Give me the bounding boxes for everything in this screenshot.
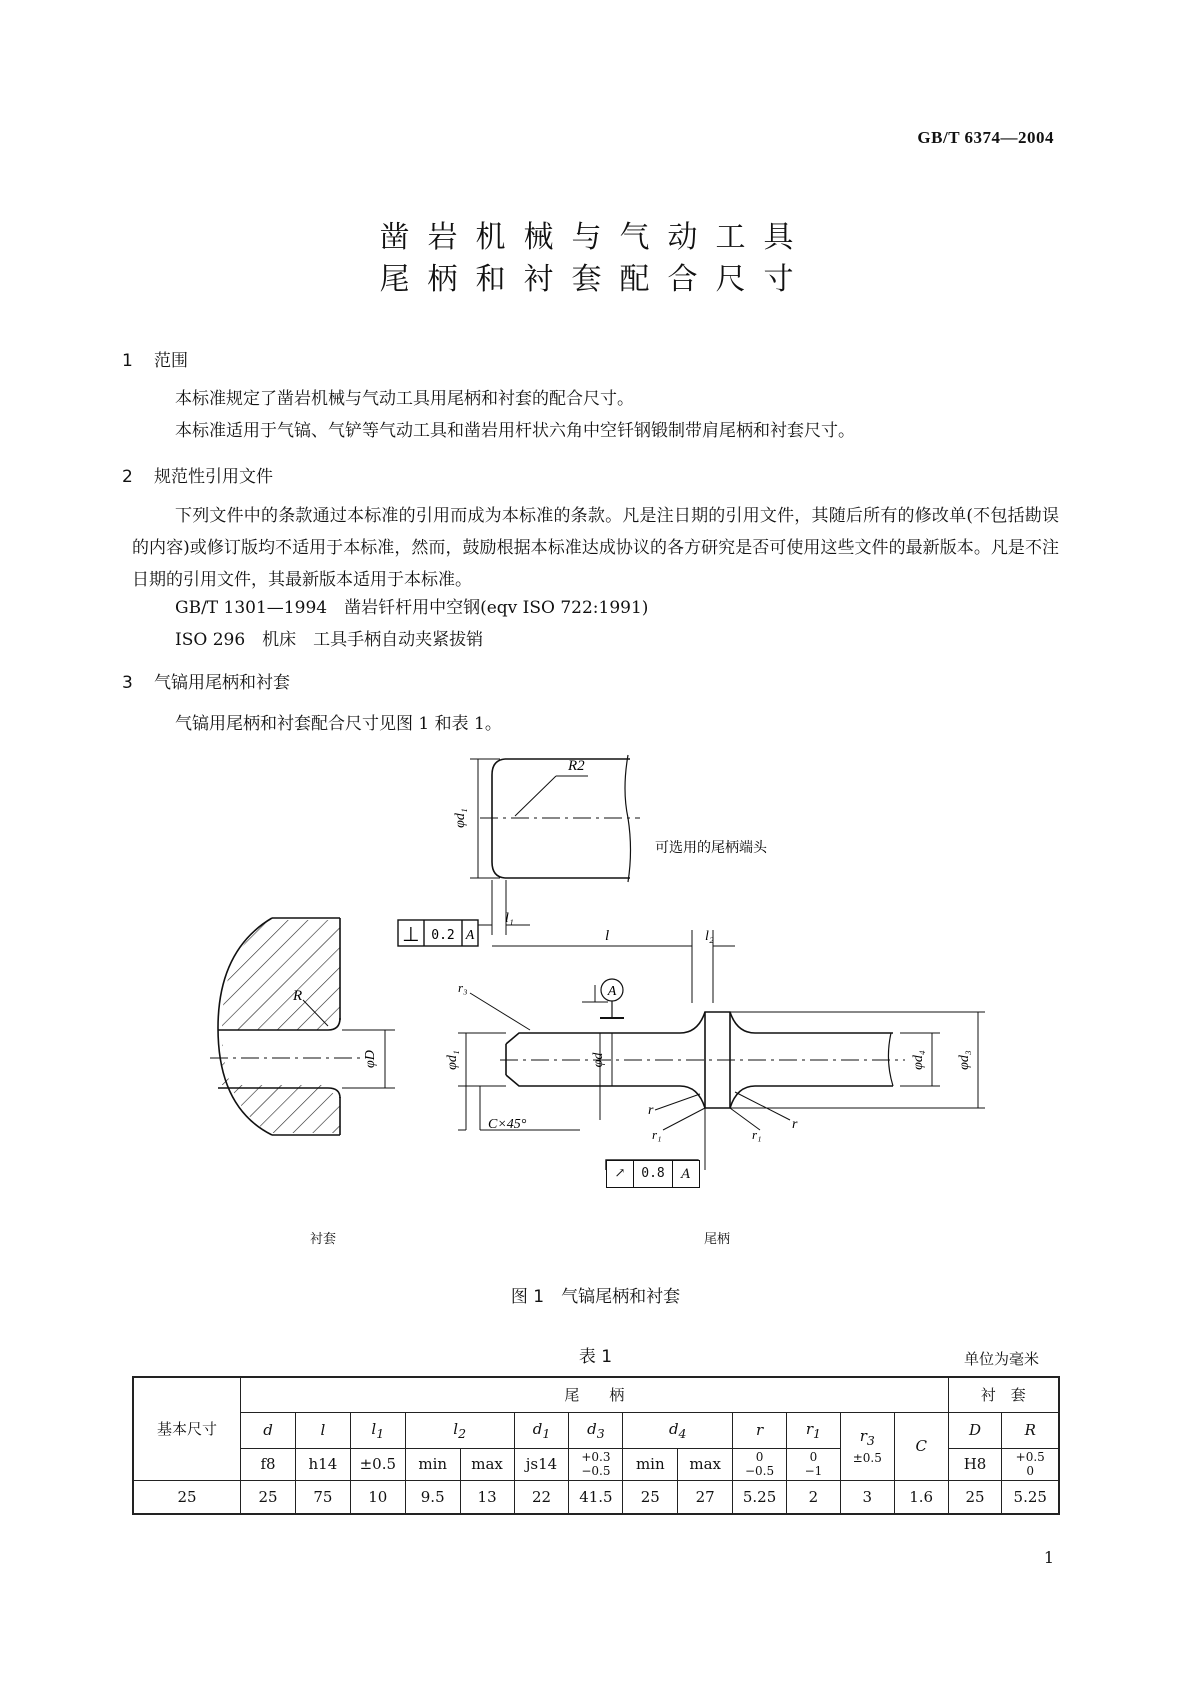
- section-2-heading: [122, 462, 273, 487]
- tol-d4-max: max: [678, 1448, 733, 1480]
- label-shank: 尾柄: [704, 1232, 731, 1247]
- dim-phid3: φd₃: [957, 1050, 972, 1070]
- cell-C: 1.6: [894, 1480, 948, 1514]
- table-row: [133, 1480, 1059, 1514]
- dim-r3: r₃: [458, 980, 468, 995]
- col-d4: $d_4$: [623, 1412, 733, 1448]
- cell-basic-size: 25: [133, 1480, 241, 1514]
- col-l1: $l_1$: [350, 1412, 405, 1448]
- tol-R: +0.5 0: [1002, 1448, 1059, 1480]
- tol-perp-value: 0.2: [431, 928, 455, 943]
- figure-1-drawing: [0, 740, 1191, 1170]
- col-l2: $l_2$: [405, 1412, 514, 1448]
- cell-D: 25: [948, 1480, 1002, 1514]
- standard-number: GB/T 6374—2004: [917, 128, 1054, 147]
- dim-R2: R2: [568, 758, 585, 774]
- dim-R-bushing: R: [293, 988, 303, 1004]
- dim-r-right: r: [792, 1117, 798, 1132]
- col-d3: $d_3$: [569, 1412, 623, 1448]
- dimensions-table: [132, 1376, 1060, 1515]
- section-1-para-2: 本标准适用于气镐、气铲等气动工具和凿岩用杆状六角中空钎钢锻制带肩尾柄和衬套尺寸。: [175, 421, 855, 441]
- section-3-heading: [122, 668, 290, 693]
- dim-phid: φd: [591, 1052, 606, 1068]
- section-2-para-1: 下列文件中的条款通过本标准的引用而成为本标准的条款。凡是注日期的引用文件，其随后所有的修改单(不包括勘误的内容)或修订版均不适用于本标准，然而，鼓励根据本标准达成协议的各方研究是否可使用这些文件的最新版本。凡是不注日期的引用文件，其最新版本适用于本标准。: [132, 506, 1059, 590]
- col-D: D: [948, 1412, 1002, 1448]
- tol-d: f8: [241, 1448, 296, 1480]
- col-R: R: [1002, 1412, 1059, 1448]
- runout-icon: ↗: [607, 1161, 634, 1187]
- tol-perp-datum: A: [465, 928, 475, 943]
- cell-r3: 3: [840, 1480, 894, 1514]
- cell-l: 75: [295, 1480, 350, 1514]
- dim-r1-right: r₁: [752, 1127, 762, 1142]
- cell-d1: 22: [514, 1480, 569, 1514]
- col-d: d: [241, 1412, 296, 1448]
- tol-d3: +0.3 −0.5: [569, 1448, 623, 1480]
- tol-l1: ±0.5: [350, 1448, 405, 1480]
- tol-r1: 0 −1: [787, 1448, 841, 1480]
- label-optional-end: 可选用的尾柄端头: [655, 840, 767, 856]
- table-caption: 表 1: [578, 1347, 613, 1367]
- header-group-shank: 尾 柄: [241, 1377, 949, 1412]
- tol-d4-min: min: [623, 1448, 678, 1480]
- dim-r-left: r: [648, 1103, 654, 1118]
- dim-l2: l₂: [705, 929, 714, 944]
- cell-r: 5.25: [733, 1480, 787, 1514]
- cell-l2-max: 13: [460, 1480, 514, 1514]
- cell-l2-min: 9.5: [405, 1480, 460, 1514]
- cell-d4-min: 25: [623, 1480, 678, 1514]
- reference-1: GB/T 1301—1994 凿岩钎杆用中空钢(eqv ISO 722:1991): [175, 598, 649, 618]
- section-1-title: 范围: [154, 351, 188, 371]
- dim-phiD: φD: [363, 1050, 378, 1068]
- tol-perp-symbol: ⊥: [402, 922, 420, 946]
- dim-r1-left: r₁: [652, 1127, 662, 1142]
- col-C: C: [894, 1412, 948, 1480]
- figure-caption: 图 1 气镐尾柄和衬套: [510, 1287, 681, 1307]
- dim-l1-top: l₁: [505, 911, 514, 926]
- dim-chamfer: C×45°: [488, 1117, 527, 1132]
- title-line-1: 凿岩机械与气动工具: [379, 220, 812, 255]
- cell-d3: 41.5: [569, 1480, 623, 1514]
- col-d1: $d_1$: [514, 1412, 569, 1448]
- section-1-number: 1: [122, 351, 133, 371]
- col-r: r: [733, 1412, 787, 1448]
- cell-l1: 10: [350, 1480, 405, 1514]
- header-basic-size: 基本尺寸: [133, 1377, 241, 1480]
- label-bushing: 衬套: [310, 1232, 337, 1247]
- tol-runout-value: 0.8: [634, 1161, 673, 1187]
- cell-r1: 2: [787, 1480, 841, 1514]
- tol-runout-datum: A: [681, 1166, 691, 1182]
- tol-l2-max: max: [460, 1448, 514, 1480]
- table-unit: 单位为毫米: [963, 1350, 1039, 1368]
- col-r1: $r_1$: [787, 1412, 841, 1448]
- dim-phid1: φd₁: [445, 1050, 460, 1070]
- dim-phid4: φd₄: [911, 1050, 926, 1070]
- cell-d: 25: [241, 1480, 296, 1514]
- tol-l: h14: [295, 1448, 350, 1480]
- cell-d4-max: 27: [678, 1480, 733, 1514]
- col-l: l: [295, 1412, 350, 1448]
- section-1-heading: [122, 346, 188, 371]
- section-2-title: 规范性引用文件: [154, 467, 273, 487]
- title-line-2: 尾柄和衬套配合尺寸: [379, 262, 812, 297]
- section-3-title: 气镐用尾柄和衬套: [154, 673, 290, 693]
- tol-d1: js14: [514, 1448, 569, 1480]
- col-r3: $r_3$ ±0.5: [840, 1412, 894, 1480]
- datum-A: A: [607, 984, 617, 999]
- tol-runout-frame: [606, 1160, 700, 1188]
- section-3-para-1: 气镐用尾柄和衬套配合尺寸见图 1 和表 1。: [175, 714, 502, 734]
- section-2-number: 2: [122, 467, 133, 487]
- section-3-number: 3: [122, 673, 133, 693]
- tol-D: H8: [948, 1448, 1002, 1480]
- section-1-para-1: 本标准规定了凿岩机械与气动工具用尾柄和衬套的配合尺寸。: [175, 389, 634, 409]
- dim-phid1-top: φd₁: [453, 808, 468, 828]
- tol-r: 0 −0.5: [733, 1448, 787, 1480]
- reference-2: ISO 296 机床 工具手柄自动夹紧拔销: [175, 630, 484, 650]
- cell-R: 5.25: [1002, 1480, 1059, 1514]
- tol-l2-min: min: [405, 1448, 460, 1480]
- header-group-bushing: 衬 套: [948, 1377, 1059, 1412]
- page-number: 1: [1043, 1548, 1054, 1567]
- dim-l: l: [605, 928, 610, 944]
